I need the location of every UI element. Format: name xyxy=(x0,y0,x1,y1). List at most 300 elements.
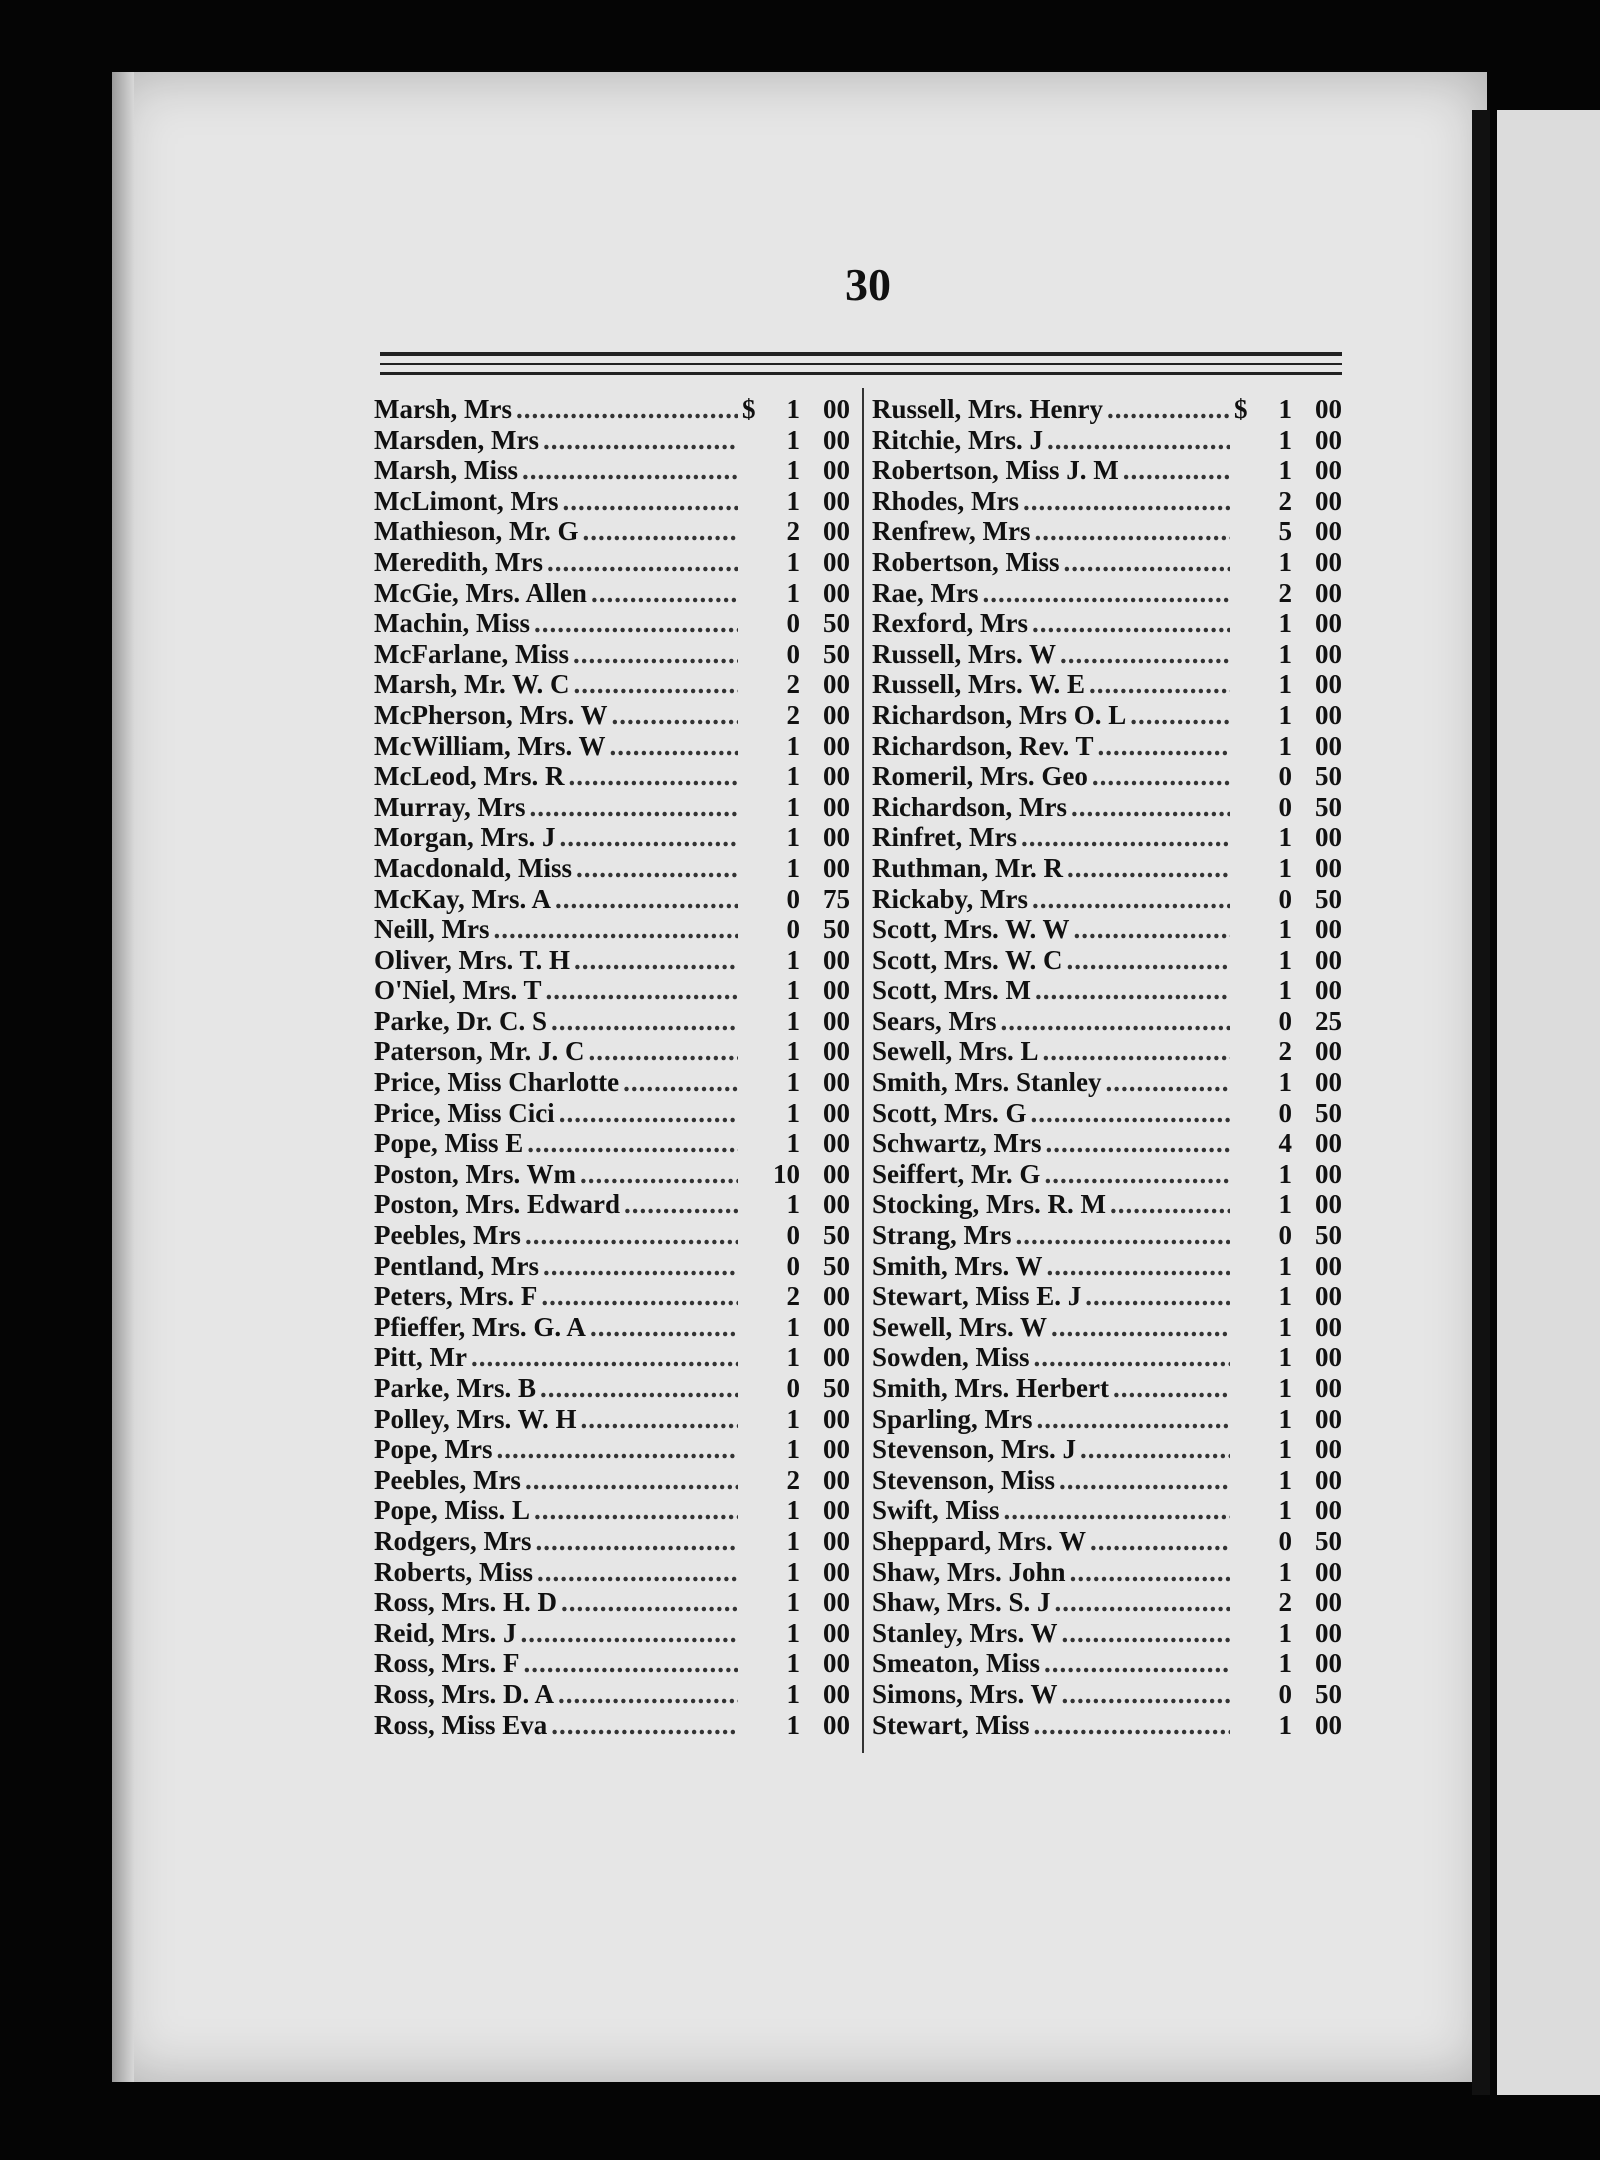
donor-name: Meredith, Mrs xyxy=(374,546,543,577)
donor-name: Pope, Miss E xyxy=(374,1128,524,1159)
dot-leader xyxy=(576,853,738,884)
donor-entry xyxy=(374,547,850,578)
donor-name: Stewart, Miss xyxy=(872,1709,1030,1740)
donor-name: Russell, Mrs. Henry xyxy=(872,394,1103,424)
donor-entry xyxy=(872,1159,1342,1190)
donor-entry xyxy=(374,516,850,547)
amount-dollars: 0 xyxy=(1278,761,1292,792)
amount-cents: 00 xyxy=(823,1678,850,1709)
donor-name: Sewell, Mrs. L xyxy=(872,1036,1039,1067)
amount-dollars: 0 xyxy=(786,1220,800,1251)
donor-entry xyxy=(374,1587,850,1618)
amount-dollars: 1 xyxy=(786,424,800,455)
dot-leader xyxy=(1067,853,1230,884)
dot-leader xyxy=(1044,1648,1230,1679)
dot-leader xyxy=(1130,700,1230,731)
amount-dollars: 0 xyxy=(786,883,800,914)
donor-entry xyxy=(374,1434,850,1465)
donor-name: Shaw, Mrs. S. J xyxy=(872,1587,1051,1618)
donor-name: Stevenson, Miss xyxy=(872,1464,1056,1495)
amount-dollars: 1 xyxy=(1278,1281,1292,1312)
amount-dollars: 1 xyxy=(786,822,800,853)
dot-leader xyxy=(516,394,738,425)
dot-leader xyxy=(551,1710,738,1741)
donor-name: Peebles, Mrs xyxy=(374,1220,521,1251)
donor-name: Schwartz, Mrs xyxy=(872,1128,1042,1159)
amount-dollars: 1 xyxy=(1278,822,1292,853)
donor-name: Pitt, Mr xyxy=(374,1342,467,1373)
amount-cents: 50 xyxy=(1315,883,1342,914)
amount-dollars: 1 xyxy=(786,1067,800,1098)
donor-entry xyxy=(374,1465,850,1496)
donor-entry xyxy=(872,1098,1342,1129)
dot-leader xyxy=(1032,608,1230,639)
amount-cents: 00 xyxy=(1315,1434,1342,1465)
dot-leader xyxy=(1071,792,1230,823)
donor-name: Peters, Mrs. F xyxy=(374,1281,538,1312)
amount-cents: 00 xyxy=(823,1311,850,1342)
donor-entry xyxy=(872,486,1342,517)
amount-cents: 00 xyxy=(1315,577,1342,608)
donor-entry xyxy=(872,1312,1342,1343)
dot-leader xyxy=(1123,455,1230,486)
dot-leader xyxy=(1035,975,1230,1006)
amount-cents: 00 xyxy=(1315,1556,1342,1587)
amount-dollars: 1 xyxy=(1278,975,1292,1006)
dot-leader xyxy=(1085,1281,1230,1312)
amount-dollars: 1 xyxy=(1278,455,1292,486)
dot-leader xyxy=(545,975,738,1006)
amount-dollars: 1 xyxy=(786,1556,800,1587)
amount-dollars: 1 xyxy=(1278,1158,1292,1189)
donor-entry xyxy=(374,1189,850,1220)
dot-leader xyxy=(1074,914,1230,945)
amount-cents: 00 xyxy=(823,394,850,424)
donor-name: Strang, Mrs xyxy=(872,1220,1012,1251)
amount-cents: 50 xyxy=(823,1220,850,1251)
amount-dollars: 1 xyxy=(786,791,800,822)
donor-name: McGie, Mrs. Allen xyxy=(374,577,587,608)
amount-dollars: 2 xyxy=(1278,485,1292,516)
amount-dollars: 2 xyxy=(786,1464,800,1495)
amount-cents: 50 xyxy=(823,1373,850,1403)
dot-leader xyxy=(1032,884,1230,915)
donor-entry xyxy=(374,1098,850,1129)
donor-name: McKay, Mrs. A xyxy=(374,883,551,914)
header-rule xyxy=(380,363,1342,365)
donor-entry xyxy=(374,1312,850,1343)
amount-dollars: 0 xyxy=(1278,1220,1292,1251)
donor-name: Parke, Mrs. B xyxy=(374,1373,536,1403)
donor-name: Polley, Mrs. W. H xyxy=(374,1403,577,1434)
donor-entry xyxy=(872,1587,1342,1618)
donor-name: Rinfret, Mrs xyxy=(872,822,1017,853)
donor-name: Sowden, Miss xyxy=(872,1342,1030,1373)
amount-dollars: 0 xyxy=(786,608,800,639)
dot-leader xyxy=(496,1434,738,1465)
donor-name: Scott, Mrs. W. W xyxy=(872,914,1070,945)
dot-leader xyxy=(623,1067,738,1098)
amount-dollars: 1 xyxy=(1278,394,1292,424)
amount-cents: 00 xyxy=(1315,1373,1342,1403)
donor-name: Sewell, Mrs. W xyxy=(872,1311,1047,1342)
dot-leader xyxy=(583,516,739,547)
amount-cents: 00 xyxy=(1315,516,1342,547)
dot-leader xyxy=(520,1618,738,1649)
amount-cents: 00 xyxy=(1315,485,1342,516)
amount-dollars: 2 xyxy=(786,1281,800,1312)
amount-cents: 00 xyxy=(823,1617,850,1648)
amount-cents: 00 xyxy=(823,577,850,608)
amount-cents: 00 xyxy=(1315,1036,1342,1067)
amount-cents: 00 xyxy=(823,944,850,975)
amount-dollars: 10 xyxy=(773,1158,800,1189)
amount-dollars: 2 xyxy=(1278,1036,1292,1067)
donor-entry xyxy=(872,1404,1342,1435)
dot-leader xyxy=(1047,425,1230,456)
amount-dollars: 1 xyxy=(786,1128,800,1159)
dollar-sign: $ xyxy=(742,394,756,424)
donor-entry xyxy=(374,1404,850,1435)
page-edge xyxy=(112,72,134,2082)
dot-leader xyxy=(611,700,738,731)
donor-entry xyxy=(872,1526,1342,1557)
amount-dollars: 1 xyxy=(786,1005,800,1036)
amount-cents: 50 xyxy=(1315,1220,1342,1251)
donor-name: McLimont, Mrs xyxy=(374,485,559,516)
dot-leader xyxy=(1070,1557,1230,1588)
donor-entry xyxy=(872,1128,1342,1159)
donor-name: Price, Miss Cici xyxy=(374,1097,555,1128)
amount-cents: 50 xyxy=(823,608,850,639)
donor-entry xyxy=(872,1036,1342,1067)
amount-dollars: 1 xyxy=(1278,1648,1292,1679)
amount-dollars: 1 xyxy=(1278,914,1292,945)
donor-entry xyxy=(872,700,1342,731)
amount-dollars: 1 xyxy=(1278,1617,1292,1648)
donor-entry xyxy=(872,608,1342,639)
amount-dollars: 1 xyxy=(786,577,800,608)
header-rule xyxy=(380,372,1342,375)
dot-leader xyxy=(1089,669,1230,700)
donor-name: Romeril, Mrs. Geo xyxy=(872,761,1088,792)
donor-entry xyxy=(374,945,850,976)
donor-name: Pope, Miss. L xyxy=(374,1495,531,1526)
donor-entry xyxy=(872,1434,1342,1465)
amount-cents: 00 xyxy=(1315,1158,1342,1189)
amount-cents: 00 xyxy=(823,761,850,792)
dot-leader xyxy=(535,1526,738,1557)
donor-name: Peebles, Mrs xyxy=(374,1464,521,1495)
amount-cents: 00 xyxy=(823,1342,850,1373)
amount-cents: 50 xyxy=(1315,761,1342,792)
donor-entry xyxy=(374,639,850,670)
dot-leader xyxy=(581,1404,739,1435)
amount-dollars: 1 xyxy=(1278,1403,1292,1434)
amount-cents: 00 xyxy=(1315,1587,1342,1618)
donor-entry xyxy=(374,1526,850,1557)
dot-leader xyxy=(1034,516,1230,547)
dot-leader xyxy=(543,425,738,456)
donor-entry xyxy=(872,516,1342,547)
donor-entry xyxy=(872,1373,1342,1404)
donor-name: Swift, Miss xyxy=(872,1495,1000,1526)
donor-entry xyxy=(374,1128,850,1159)
donor-entry xyxy=(872,822,1342,853)
page-number: 30 xyxy=(845,259,891,310)
dot-leader xyxy=(982,578,1230,609)
amount-cents: 00 xyxy=(823,1097,850,1128)
amount-dollars: 1 xyxy=(1278,1709,1292,1740)
amount-cents: 00 xyxy=(823,1587,850,1618)
donor-entry xyxy=(872,1281,1342,1312)
donor-name: Paterson, Mr. J. C xyxy=(374,1036,585,1067)
amount-dollars: 2 xyxy=(1278,577,1292,608)
dot-leader xyxy=(1092,761,1230,792)
dot-leader xyxy=(1037,1404,1230,1435)
donor-name: Smith, Mrs. Stanley xyxy=(872,1067,1102,1098)
donor-entry xyxy=(374,1648,850,1679)
amount-dollars: 1 xyxy=(1278,699,1292,730)
amount-cents: 00 xyxy=(1315,1311,1342,1342)
dot-leader xyxy=(1080,1434,1230,1465)
dot-leader xyxy=(525,1220,738,1251)
donor-name: Ross, Mrs. H. D xyxy=(374,1587,557,1618)
donor-name: Richardson, Mrs O. L xyxy=(872,699,1127,730)
dot-leader xyxy=(523,1648,738,1679)
donor-name: Pfieffer, Mrs. G. A xyxy=(374,1311,586,1342)
amount-cents: 00 xyxy=(823,1495,850,1526)
amount-cents: 50 xyxy=(1315,791,1342,822)
dot-leader xyxy=(522,455,738,486)
amount-cents: 00 xyxy=(1315,424,1342,455)
donor-entry xyxy=(374,884,850,915)
dot-leader xyxy=(1064,547,1231,578)
donor-name: Russell, Mrs. W xyxy=(872,638,1057,669)
donor-name: Pope, Mrs xyxy=(374,1434,493,1465)
amount-cents: 00 xyxy=(823,791,850,822)
dot-leader xyxy=(609,731,738,762)
amount-cents: 00 xyxy=(1315,1128,1342,1159)
donor-name: Shaw, Mrs. John xyxy=(872,1556,1066,1587)
donor-name: McLeod, Mrs. R xyxy=(374,761,565,792)
donor-entry xyxy=(872,884,1342,915)
donor-entry xyxy=(374,731,850,762)
donor-name: Poston, Mrs. Edward xyxy=(374,1189,621,1220)
amount-cents: 00 xyxy=(1315,1067,1342,1098)
dot-leader xyxy=(1098,731,1230,762)
donor-name: Smith, Mrs. W xyxy=(872,1250,1043,1281)
dot-leader xyxy=(534,1495,738,1526)
amount-cents: 00 xyxy=(823,1128,850,1159)
dot-leader xyxy=(568,761,738,792)
donor-entry xyxy=(374,700,850,731)
amount-dollars: 5 xyxy=(1278,516,1292,547)
donor-name: Renfrew, Mrs xyxy=(872,516,1031,547)
dot-leader xyxy=(1030,1098,1230,1129)
dot-leader xyxy=(1062,1618,1230,1649)
dot-leader xyxy=(493,914,738,945)
amount-cents: 00 xyxy=(823,546,850,577)
donor-entry xyxy=(374,1159,850,1190)
amount-cents: 00 xyxy=(1315,1648,1342,1679)
amount-dollars: 1 xyxy=(1278,1495,1292,1526)
amount-cents: 00 xyxy=(1315,730,1342,761)
donor-name: Rickaby, Mrs xyxy=(872,883,1029,914)
amount-dollars: 1 xyxy=(1278,1250,1292,1281)
donor-name: Morgan, Mrs. J xyxy=(374,822,556,853)
amount-dollars: 1 xyxy=(786,1525,800,1556)
amount-cents: 50 xyxy=(823,914,850,945)
donor-entry xyxy=(872,1067,1342,1098)
donor-name: Stewart, Miss E. J xyxy=(872,1281,1082,1312)
amount-dollars: 2 xyxy=(1278,1587,1292,1618)
donor-name: Ross, Miss Eva xyxy=(374,1709,548,1740)
donor-entry xyxy=(872,1495,1342,1526)
amount-dollars: 0 xyxy=(786,1373,800,1403)
donor-entry xyxy=(374,1006,850,1037)
donor-entry xyxy=(374,1036,850,1067)
amount-dollars: 1 xyxy=(786,546,800,577)
amount-dollars: 1 xyxy=(1278,1373,1292,1403)
amount-dollars: 1 xyxy=(1278,1434,1292,1465)
amount-cents: 00 xyxy=(823,822,850,853)
donor-name: Marsh, Mr. W. C xyxy=(374,669,570,700)
dot-leader xyxy=(1106,1067,1231,1098)
dot-leader xyxy=(573,639,738,670)
donor-name: Scott, Mrs. M xyxy=(872,975,1031,1006)
donor-name: Ruthman, Mr. R xyxy=(872,852,1064,883)
amount-dollars: 0 xyxy=(1278,1678,1292,1709)
donor-name: Richardson, Rev. T xyxy=(872,730,1094,761)
dot-leader xyxy=(559,822,738,853)
amount-cents: 00 xyxy=(823,1281,850,1312)
dot-leader xyxy=(534,608,738,639)
amount-dollars: 1 xyxy=(786,1189,800,1220)
donor-entry xyxy=(872,639,1342,670)
donor-name: Scott, Mrs. W. C xyxy=(872,944,1063,975)
amount-cents: 00 xyxy=(1315,1464,1342,1495)
dollar-sign: $ xyxy=(1234,394,1248,424)
amount-cents: 00 xyxy=(1315,608,1342,639)
donor-entry xyxy=(872,1465,1342,1496)
amount-dollars: 1 xyxy=(1278,1342,1292,1373)
dot-leader xyxy=(580,1159,738,1190)
donor-entry xyxy=(872,945,1342,976)
amount-dollars: 1 xyxy=(786,1434,800,1465)
donor-name: Pentland, Mrs xyxy=(374,1250,539,1281)
amount-dollars: 1 xyxy=(786,1311,800,1342)
amount-dollars: 1 xyxy=(786,852,800,883)
amount-cents: 50 xyxy=(1315,1525,1342,1556)
amount-dollars: 0 xyxy=(1278,1525,1292,1556)
donor-name: Rexford, Mrs xyxy=(872,608,1028,639)
donor-name: Simons, Mrs. W xyxy=(872,1678,1058,1709)
amount-cents: 00 xyxy=(1315,1189,1342,1220)
amount-dollars: 0 xyxy=(1278,1005,1292,1036)
amount-cents: 00 xyxy=(823,699,850,730)
donor-entry xyxy=(872,1710,1342,1741)
amount-dollars: 2 xyxy=(786,516,800,547)
donor-entry xyxy=(872,1557,1342,1588)
dot-leader xyxy=(574,669,738,700)
amount-cents: 00 xyxy=(1315,1617,1342,1648)
amount-cents: 00 xyxy=(823,485,850,516)
amount-dollars: 4 xyxy=(1278,1128,1292,1159)
amount-dollars: 1 xyxy=(1278,1464,1292,1495)
dot-leader xyxy=(1062,1679,1230,1710)
donor-entry xyxy=(872,455,1342,486)
amount-dollars: 1 xyxy=(1278,1067,1292,1098)
amount-cents: 00 xyxy=(1315,1403,1342,1434)
donor-entry xyxy=(872,761,1342,792)
amount-cents: 00 xyxy=(1315,1281,1342,1312)
amount-cents: 00 xyxy=(823,1709,850,1740)
donor-entry xyxy=(872,914,1342,945)
amount-cents: 00 xyxy=(823,852,850,883)
dot-leader xyxy=(547,547,738,578)
donor-name: Roberts, Miss xyxy=(374,1556,533,1587)
amount-cents: 00 xyxy=(823,516,850,547)
amount-cents: 00 xyxy=(1315,638,1342,669)
amount-dollars: 0 xyxy=(1278,1097,1292,1128)
amount-cents: 00 xyxy=(823,455,850,486)
donor-entry xyxy=(872,792,1342,823)
amount-dollars: 1 xyxy=(1278,669,1292,700)
amount-dollars: 2 xyxy=(786,669,800,700)
amount-dollars: 1 xyxy=(786,1036,800,1067)
donor-name: Ritchie, Mrs. J xyxy=(872,424,1043,455)
donor-entry xyxy=(872,1251,1342,1282)
dot-leader xyxy=(1047,1251,1230,1282)
amount-cents: 00 xyxy=(823,1648,850,1679)
amount-dollars: 1 xyxy=(786,1617,800,1648)
dot-leader xyxy=(559,1098,738,1129)
dot-leader xyxy=(624,1189,738,1220)
donor-entry xyxy=(872,1342,1342,1373)
dot-leader xyxy=(1107,394,1230,425)
amount-dollars: 1 xyxy=(786,730,800,761)
amount-dollars: 1 xyxy=(786,1587,800,1618)
donor-name: Neill, Mrs xyxy=(374,914,490,945)
dot-leader xyxy=(529,792,738,823)
donor-entry xyxy=(872,1679,1342,1710)
amount-dollars: 1 xyxy=(786,761,800,792)
amount-dollars: 1 xyxy=(1278,424,1292,455)
dot-leader xyxy=(471,1342,738,1373)
donor-name: Price, Miss Charlotte xyxy=(374,1067,620,1098)
dot-leader xyxy=(1110,1189,1230,1220)
donor-entry xyxy=(374,669,850,700)
donor-entry xyxy=(374,1618,850,1649)
header-rule xyxy=(380,352,1342,356)
amount-dollars: 0 xyxy=(786,1250,800,1281)
dot-leader xyxy=(1023,486,1230,517)
amount-cents: 00 xyxy=(823,975,850,1006)
donor-entry xyxy=(374,1679,850,1710)
donor-name: O'Niel, Mrs. T xyxy=(374,975,542,1006)
dot-leader xyxy=(1055,1587,1230,1618)
donor-name: Poston, Mrs. Wm xyxy=(374,1158,576,1189)
donor-entry xyxy=(374,1251,850,1282)
dot-leader xyxy=(1033,1710,1230,1741)
dot-leader xyxy=(1060,639,1230,670)
amount-dollars: 0 xyxy=(786,914,800,945)
dot-leader xyxy=(1113,1373,1230,1404)
donor-entry xyxy=(374,394,850,425)
amount-cents: 00 xyxy=(823,1403,850,1434)
amount-dollars: 0 xyxy=(786,638,800,669)
